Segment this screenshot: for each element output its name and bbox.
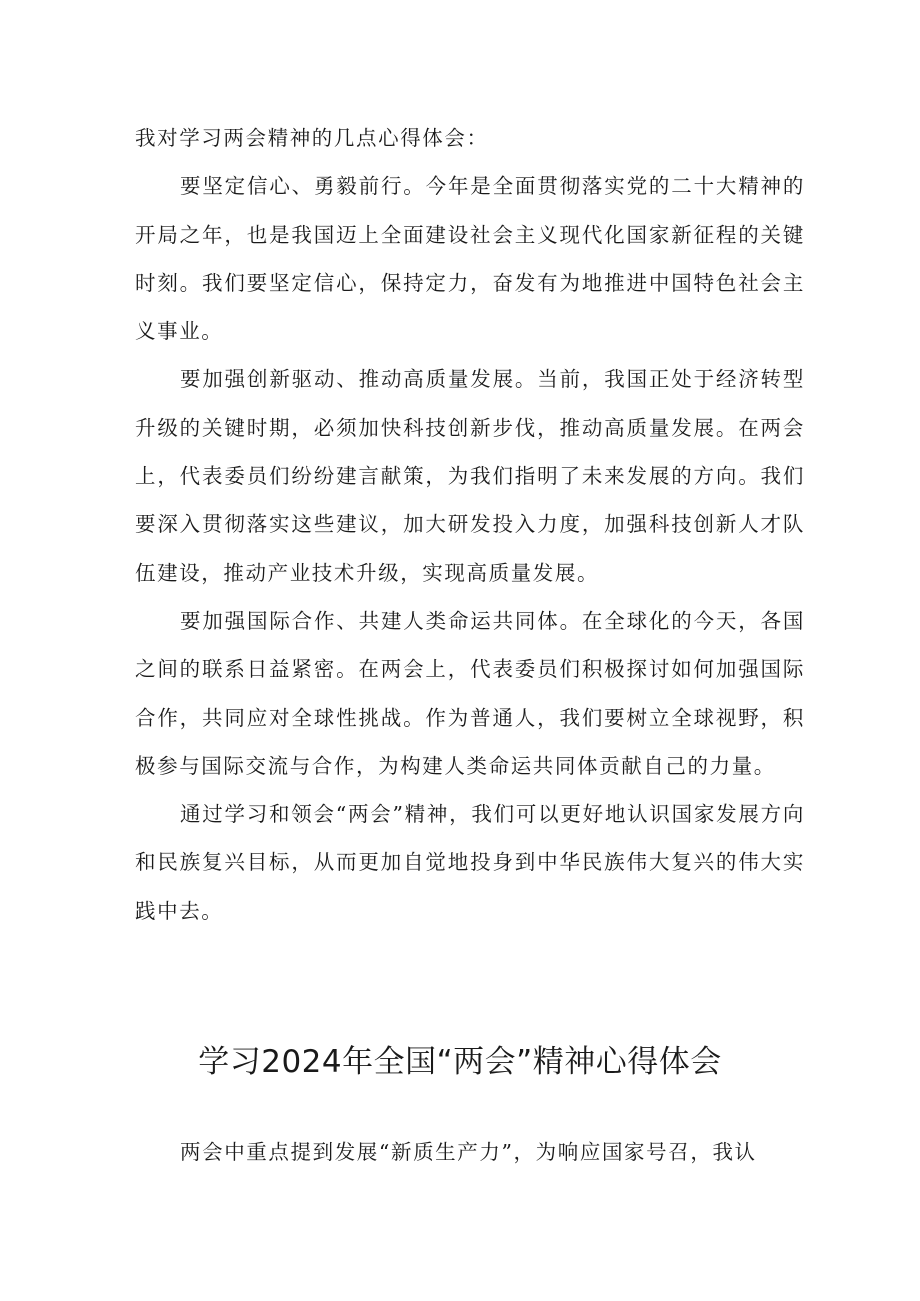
section-first-line: 两会中重点提到发展“新质生产力”，为响应国家号召，我认 [180,1140,757,1164]
article-body [135,114,805,935]
paragraph-confidence: 要坚定信心、勇毅前行。今年是全面贯彻落实党的二十大精神的开局之年，也是我国迈上全面建设社会主义现代化国家新征程的关键时刻。我们要坚定信心，保持定力，奋发有为地推进中国特色社会主义事业。 [135,174,805,344]
paragraph-conclusion: 通过学习和领会“两会”精神，我们可以更好地认识国家发展方向和民族复兴目标，从而更加自觉地投身到中华民族伟大复兴的伟大实践中去。 [135,802,805,923]
paragraph-cooperation: 要加强国际合作、共建人类命运共同体。在全球化的今天，各国之间的联系日益紧密。在两会上，代表委员们积极探讨如何加强国际合作，共同应对全球性挑战。作为普通人，我们要树立全球视野，积极参与国际交流与合作，为构建人类命运共同体贡献自己的力量。 [135,608,805,778]
intro-line: 我对学习两会精神的几点心得体会： [135,126,489,150]
section-title: 学习2024年全国“两会”精神心得体会 [198,1044,722,1080]
section-body [135,1128,805,1176]
paragraph-innovation: 要加强创新驱动、推动高质量发展。当前，我国正处于经济转型升级的关键时期，必须加快科技创新步伐，推动高质量发展。在两会上，代表委员们纷纷建言献策，为我们指明了未来发展的方向。我们要深入贯彻落实这些建议，加大研发投入力度，加强科技创新人才队伍建设，推动产业技术升级，实现高质量发展。 [135,367,805,585]
